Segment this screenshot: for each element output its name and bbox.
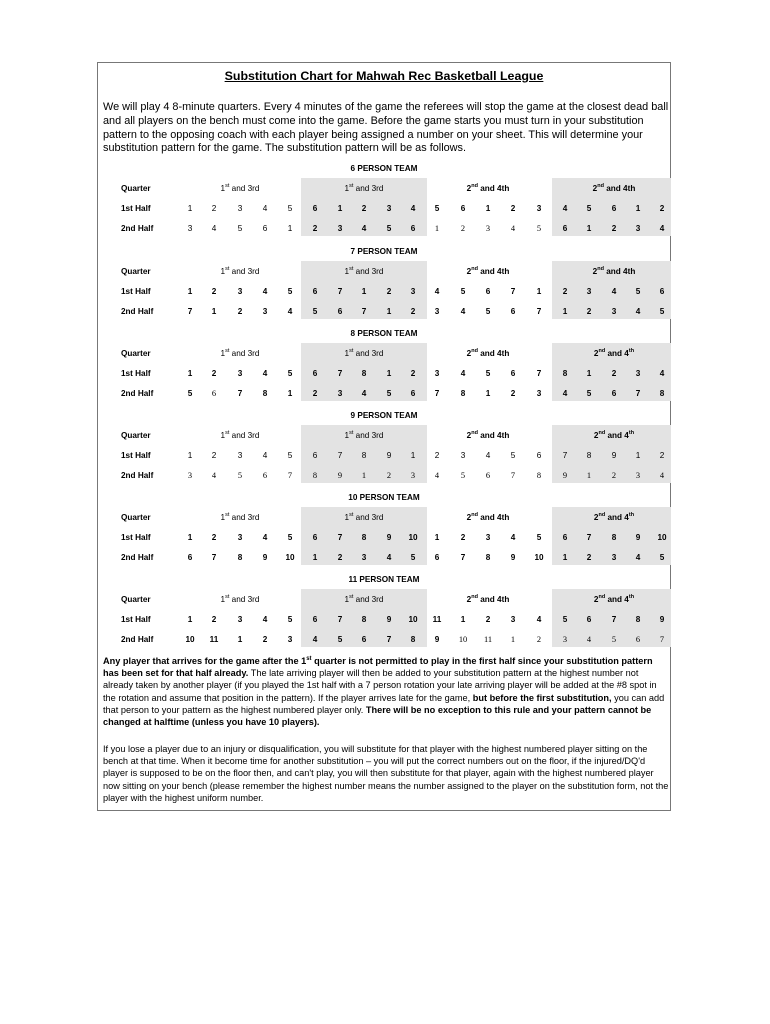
player-number-cell: 3 [635,471,641,480]
player-number-cell: 1 [536,287,542,296]
player-number-cell: 1 [187,369,193,378]
row-label-first: 1st Half [121,204,151,213]
player-number-cell: 4 [510,533,516,542]
player-number-cell: 3 [460,451,466,460]
player-number-cell: 2 [211,204,217,213]
player-number-cell: 5 [536,533,542,542]
player-number-cell: 5 [611,635,617,644]
quarter-header: 2nd and 4th [466,348,510,358]
player-number-cell: 4 [211,471,217,480]
row-label-second: 2nd Half [121,553,154,562]
player-number-cell: 5 [635,287,641,296]
late-bold-2: quarter is not permitted to play in the first half since your substitution pattern has been set for that half already. [103,656,653,679]
player-number-cell: 6 [659,287,665,296]
row-label-second: 2nd Half [121,307,154,316]
late-bold-1: Any player that arrives for the game after the 1 [103,656,307,666]
player-number-cell: 3 [187,224,193,233]
player-number-cell: 4 [262,369,268,378]
player-number-cell: 2 [536,635,542,644]
player-number-cell: 2 [337,553,343,562]
player-number-cell: 4 [659,369,665,378]
team-title: 6 PERSON TEAM [350,164,418,173]
player-number-cell: 2 [586,553,592,562]
player-number-cell: 4 [262,451,268,460]
player-number-cell: 4 [361,224,367,233]
row-label-second: 2nd Half [121,389,154,398]
row-label-second: 2nd Half [121,471,154,480]
player-number-cell: 6 [211,389,217,398]
player-number-cell: 4 [635,307,641,316]
row-label-quarter: Quarter [121,431,151,440]
player-number-cell: 1 [635,204,641,213]
row-label-first: 1st Half [121,451,151,460]
quarter-header: 2nd and 4th [593,430,635,440]
quarter-header: 2nd and 4th [593,512,635,522]
player-number-cell: 7 [510,287,516,296]
player-number-cell: 7 [611,615,617,624]
player-number-cell: 9 [635,533,641,542]
player-number-cell: 3 [536,204,542,213]
quarter-header: 1st and 3rd [344,512,384,522]
player-number-cell: 8 [460,389,466,398]
player-number-cell: 9 [611,451,617,460]
late-bold-1-sup: st [306,656,312,662]
row-label-quarter: Quarter [121,513,151,522]
player-number-cell: 1 [312,553,318,562]
player-number-cell: 2 [211,615,217,624]
player-number-cell: 9 [262,553,268,562]
quarter-header: 2nd and 4th [466,266,510,276]
player-number-cell: 1 [485,389,491,398]
player-number-cell: 5 [312,307,318,316]
player-number-cell: 4 [659,471,665,480]
player-number-cell: 6 [510,307,516,316]
team-title: 8 PERSON TEAM [350,329,418,338]
player-number-cell: 2 [611,224,617,233]
player-number-cell: 1 [187,533,193,542]
player-number-cell: 8 [361,451,367,460]
player-number-cell: 5 [337,635,343,644]
player-number-cell: 1 [586,471,592,480]
player-number-cell: 10 [408,615,418,624]
player-number-cell: 3 [237,533,243,542]
player-number-cell: 4 [312,635,318,644]
player-number-cell: 5 [287,287,293,296]
row-label-quarter: Quarter [121,595,151,604]
player-number-cell: 4 [635,553,641,562]
player-number-cell: 3 [434,369,440,378]
player-number-cell: 1 [187,615,193,624]
player-number-cell: 4 [434,287,440,296]
quarter-header: 2nd and 4th [466,183,510,193]
player-number-cell: 2 [562,287,568,296]
late-normal-1: The late arriving player will then be added to your substitution pattern at the highest number not already taken by another player (if you played the 1st half with a 7 person rotation your late arriving player will be added at the #8 spot in the rotation and assume that position in the pattern). If the player arrives late for the game, [103,668,657,703]
player-number-cell: 2 [386,287,392,296]
page-title: Substitution Chart for Mahwah Rec Basketball League [224,69,544,83]
player-number-cell: 5 [287,615,293,624]
player-number-cell: 6 [312,615,318,624]
player-number-cell: 1 [361,471,367,480]
player-number-cell: 1 [386,307,392,316]
player-number-cell: 2 [659,204,665,213]
player-number-cell: 2 [262,635,268,644]
player-number-cell: 3 [536,389,542,398]
player-number-cell: 5 [287,533,293,542]
player-number-cell: 8 [536,471,542,480]
player-number-cell: 7 [337,615,343,624]
player-number-cell: 7 [361,307,367,316]
player-number-cell: 1 [434,224,440,233]
player-number-cell: 6 [262,471,268,480]
player-number-cell: 11 [432,615,442,624]
player-number-cell: 2 [211,287,217,296]
player-number-cell: 1 [434,533,440,542]
player-number-cell: 6 [262,224,268,233]
player-number-cell: 6 [485,471,491,480]
player-number-cell: 4 [211,224,217,233]
player-number-cell: 7 [586,533,592,542]
team-title: 11 PERSON TEAM [348,575,420,584]
player-number-cell: 6 [312,287,318,296]
player-number-cell: 6 [536,451,542,460]
quarter-header: 1st and 3rd [344,183,384,193]
player-number-cell: 8 [361,615,367,624]
player-number-cell: 3 [237,287,243,296]
player-number-cell: 5 [659,307,665,316]
row-label-quarter: Quarter [121,184,151,193]
player-number-cell: 6 [312,533,318,542]
player-number-cell: 3 [237,369,243,378]
player-number-cell: 2 [434,451,440,460]
player-number-cell: 2 [211,451,217,460]
player-number-cell: 5 [485,307,491,316]
player-number-cell: 7 [659,635,665,644]
player-number-cell: 2 [611,369,617,378]
player-number-cell: 6 [611,204,617,213]
row-label-second: 2nd Half [121,224,154,233]
quarter-header: 1st and 3rd [220,183,260,193]
player-number-cell: 8 [586,451,592,460]
player-number-cell: 5 [460,471,466,480]
quarter-header: 2nd and 4th [593,594,635,604]
player-number-cell: 5 [586,389,592,398]
player-number-cell: 3 [485,224,491,233]
player-number-cell: 4 [536,615,542,624]
player-number-cell: 7 [562,451,568,460]
player-number-cell: 2 [510,389,516,398]
player-number-cell: 3 [386,204,392,213]
player-number-cell: 1 [586,369,592,378]
late-bold-4: There will be no exception to this rule and your pattern cannot be changed at halftime (unless you have 10 players). [103,704,652,728]
quarter-header: 1st and 3rd [344,430,384,440]
row-label-first: 1st Half [121,615,151,624]
player-number-cell: 4 [586,635,592,644]
player-number-cell: 3 [337,224,343,233]
player-number-cell: 4 [361,389,367,398]
player-number-cell: 2 [485,615,491,624]
player-number-cell: 2 [312,224,318,233]
player-number-cell: 1 [237,635,243,644]
player-number-cell: 5 [659,553,665,562]
player-number-cell: 4 [485,451,491,460]
player-number-cell: 6 [312,369,318,378]
player-number-cell: 2 [460,224,466,233]
quarter-header: 1st and 3rd [220,594,260,604]
player-number-cell: 3 [237,451,243,460]
player-number-cell: 9 [386,615,392,624]
player-number-cell: 3 [287,635,293,644]
player-number-cell: 5 [586,204,592,213]
player-number-cell: 1 [287,389,293,398]
late-arrival-paragraph [103,655,669,728]
row-label-first: 1st Half [121,533,151,542]
player-number-cell: 10 [458,635,468,644]
player-number-cell: 4 [562,389,568,398]
quarter-header: 2nd and 4th [466,430,510,440]
player-number-cell: 3 [510,615,516,624]
player-number-cell: 1 [460,615,466,624]
player-number-cell: 3 [410,287,416,296]
player-number-cell: 9 [386,533,392,542]
team-title: 9 PERSON TEAM [350,411,418,420]
player-number-cell: 8 [635,615,641,624]
player-number-cell: 2 [386,471,392,480]
row-label-quarter: Quarter [121,349,151,358]
player-number-cell: 1 [187,204,193,213]
player-number-cell: 8 [361,533,367,542]
quarter-header: 2nd and 4th [592,266,636,276]
player-number-cell: 8 [611,533,617,542]
player-number-cell: 1 [410,451,416,460]
player-number-cell: 1 [586,224,592,233]
player-number-cell: 1 [337,204,343,213]
player-number-cell: 1 [187,287,193,296]
player-number-cell: 2 [410,307,416,316]
player-number-cell: 7 [536,307,542,316]
player-number-cell: 4 [262,615,268,624]
player-number-cell: 3 [586,287,592,296]
player-number-cell: 10 [408,533,418,542]
player-number-cell: 1 [287,224,293,233]
player-number-cell: 2 [410,369,416,378]
player-number-cell: 7 [536,369,542,378]
quarter-header: 1st and 3rd [220,266,260,276]
player-number-cell: 6 [586,615,592,624]
player-number-cell: 3 [635,369,641,378]
player-number-cell: 1 [386,369,392,378]
player-number-cell: 8 [562,369,568,378]
player-number-cell: 8 [485,553,491,562]
player-number-cell: 11 [483,635,493,644]
player-number-cell: 6 [187,553,193,562]
player-number-cell: 2 [659,451,665,460]
player-number-cell: 7 [237,389,243,398]
player-number-cell: 6 [510,369,516,378]
player-number-cell: 2 [611,471,617,480]
player-number-cell: 7 [460,553,466,562]
player-number-cell: 5 [237,471,243,480]
player-number-cell: 10 [185,635,195,644]
player-number-cell: 7 [187,307,193,316]
player-number-cell: 2 [237,307,243,316]
quarter-header: 1st and 3rd [344,348,384,358]
player-number-cell: 3 [237,204,243,213]
player-number-cell: 2 [211,533,217,542]
player-number-cell: 3 [187,471,193,480]
player-number-cell: 6 [410,224,416,233]
player-number-cell: 1 [361,287,367,296]
player-number-cell: 7 [337,451,343,460]
player-number-cell: 4 [562,204,568,213]
player-number-cell: 10 [285,553,295,562]
player-number-cell: 1 [187,451,193,460]
player-number-cell: 4 [510,224,516,233]
quarter-header: 1st and 3rd [220,430,260,440]
player-number-cell: 1 [510,635,516,644]
player-number-cell: 3 [337,389,343,398]
player-number-cell: 4 [287,307,293,316]
player-number-cell: 8 [262,389,268,398]
player-number-cell: 10 [534,553,544,562]
player-number-cell: 2 [361,204,367,213]
player-number-cell: 3 [611,307,617,316]
player-number-cell: 1 [562,307,568,316]
quarter-header: 1st and 3rd [220,348,260,358]
intro-paragraph: We will play 4 8-minute quarters. Every 4 minutes of the game the referees will stop the game at the closest dead ball and all players on the bench must come into the game. Before the game starts you must turn in your substitution pattern to the opposing coach with each player being assigned a number on your sheet. This will determine your substitution pattern for the game. The substitution pattern will be as follows. [103,101,669,155]
row-label-second: 2nd Half [121,635,154,644]
player-number-cell: 7 [337,533,343,542]
player-number-cell: 5 [410,553,416,562]
player-number-cell: 8 [410,635,416,644]
player-number-cell: 7 [386,635,392,644]
row-label-first: 1st Half [121,369,151,378]
quarter-header: 2nd and 4th [593,348,635,358]
player-number-cell: 2 [312,389,318,398]
player-number-cell: 4 [460,307,466,316]
player-number-cell: 5 [510,451,516,460]
player-number-cell: 6 [611,389,617,398]
player-number-cell: 7 [211,553,217,562]
player-number-cell: 9 [510,553,516,562]
team-title: 7 PERSON TEAM [350,247,418,256]
player-number-cell: 4 [611,287,617,296]
player-number-cell: 9 [659,615,665,624]
player-number-cell: 9 [337,471,343,480]
player-number-cell: 8 [237,553,243,562]
player-number-cell: 4 [434,471,440,480]
player-number-cell: 5 [187,389,193,398]
quarter-header: 2nd and 4th [466,594,510,604]
late-bold-3: but before the first substitution, [472,692,612,703]
quarter-header: 1st and 3rd [344,594,384,604]
player-number-cell: 5 [536,224,542,233]
player-number-cell: 3 [410,471,416,480]
player-number-cell: 6 [635,635,641,644]
player-number-cell: 3 [237,615,243,624]
player-number-cell: 3 [635,224,641,233]
player-number-cell: 5 [386,224,392,233]
player-number-cell: 7 [434,389,440,398]
player-number-cell: 2 [510,204,516,213]
player-number-cell: 5 [485,369,491,378]
player-number-cell: 4 [262,287,268,296]
player-number-cell: 8 [312,471,318,480]
team-title: 10 PERSON TEAM [348,493,420,502]
player-number-cell: 9 [386,451,392,460]
player-number-cell: 1 [562,553,568,562]
player-number-cell: 6 [460,204,466,213]
player-number-cell: 4 [262,204,268,213]
player-number-cell: 8 [659,389,665,398]
player-number-cell: 6 [312,451,318,460]
player-number-cell: 5 [237,224,243,233]
player-number-cell: 4 [410,204,416,213]
player-number-cell: 6 [312,204,318,213]
player-number-cell: 2 [586,307,592,316]
late-normal-2: you can add that person to your pattern as the highest numbered player only. [103,692,665,715]
player-number-cell: 7 [510,471,516,480]
player-number-cell: 5 [460,287,466,296]
player-number-cell: 6 [562,533,568,542]
player-number-cell: 7 [337,369,343,378]
player-number-cell: 6 [410,389,416,398]
player-number-cell: 5 [287,451,293,460]
player-number-cell: 1 [635,451,641,460]
player-number-cell: 7 [635,389,641,398]
player-number-cell: 3 [485,533,491,542]
player-number-cell: 9 [562,471,568,480]
player-number-cell: 2 [211,369,217,378]
player-number-cell: 4 [386,553,392,562]
player-number-cell: 6 [485,287,491,296]
quarter-header: 2nd and 4th [592,183,636,193]
player-number-cell: 7 [337,287,343,296]
player-number-cell: 11 [209,635,219,644]
player-number-cell: 7 [287,471,293,480]
quarter-header: 1st and 3rd [344,266,384,276]
player-number-cell: 2 [460,533,466,542]
row-label-first: 1st Half [121,287,151,296]
player-number-cell: 8 [361,369,367,378]
player-number-cell: 4 [262,533,268,542]
player-number-cell: 5 [562,615,568,624]
player-number-cell: 5 [386,389,392,398]
quarter-header: 1st and 3rd [220,512,260,522]
player-number-cell: 10 [657,533,667,542]
player-number-cell: 1 [485,204,491,213]
player-number-cell: 5 [434,204,440,213]
player-number-cell: 4 [659,224,665,233]
player-number-cell: 1 [211,307,217,316]
player-number-cell: 4 [460,369,466,378]
quarter-header: 2nd and 4th [466,512,510,522]
player-number-cell: 3 [611,553,617,562]
player-number-cell: 3 [361,553,367,562]
injury-paragraph: If you lose a player due to an injury or disqualification, you will substitute for that player with the highest numbered player sitting on the bench at that time. When it become time for another substitution – you will put the correct numbers out on the floor, if the injured/DQ'd player is supposed to be on the floor then, and can't play, you will then substitute for that player, again with the highest numbered player now sitting on your bench (please remember the highest number means the number assigned to the player on the substitution form, not the player with the highest uniform number. [103,744,669,803]
player-number-cell: 3 [562,635,568,644]
player-number-cell: 6 [562,224,568,233]
player-number-cell: 6 [434,553,440,562]
player-number-cell: 3 [434,307,440,316]
player-number-cell: 3 [262,307,268,316]
player-number-cell: 5 [287,204,293,213]
player-number-cell: 6 [337,307,343,316]
player-number-cell: 9 [434,635,440,644]
player-number-cell: 6 [361,635,367,644]
row-label-quarter: Quarter [121,267,151,276]
player-number-cell: 5 [287,369,293,378]
